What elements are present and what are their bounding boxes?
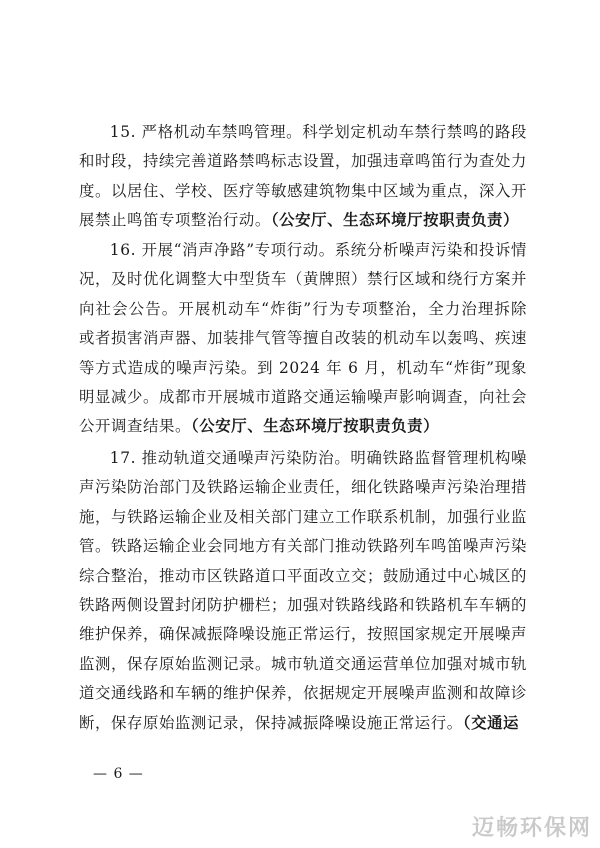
paragraph-17 [79, 444, 527, 738]
paragraph-16-responsibility: （公安厅、生态环境厅按职责负责） [190, 417, 440, 436]
page-number: — 6 — [93, 766, 144, 782]
paragraph-16 [79, 236, 527, 442]
paragraph-16-body: 16. 开展“消声净路”专项行动。系统分析噪声污染和投诉情况，及时优化调整大中型货车（黄牌照）禁行区域和绕行方案并向社会公告。开展机动车“炸街”行为专项整治，全力治理拆除或者损害消声器、加装排气管等擅自改装的机动车以轰鸣、疾速等方式造成的噪声污染。到 2024 年 6 月，机动车“炸街”现象明显减少。成都市开展城市道路交通运输噪声影响调查，向社会公开调查结果。 [79, 241, 527, 436]
paragraph-15 [79, 118, 527, 236]
paragraph-15-body: 15. 严格机动车禁鸣管理。科学划定机动车禁行禁鸣的路段和时段，持续完善道路禁鸣标志设置，加强违章鸣笛行为查处力度。以居住、学校、医疗等敏感建筑物集中区域为重点，深入开展禁止鸣笛专项整治行动。 [79, 123, 527, 230]
watermark-logo: 迈畅环保网 [471, 816, 592, 841]
paragraph-15-responsibility: （公安厅、生态环境厅按职责负责） [270, 211, 520, 230]
paragraph-17-responsibility: （交通运 [462, 713, 520, 732]
paragraph-17-body: 17. 推动轨道交通噪声污染防治。明确铁路监督管理机构噪声污染防治部门及铁路运输企业责任，细化铁路噪声污染治理措施，与铁路运输企业及相关部门建立工作联系机制，加强行业监管。铁路运输企业会同地方有关部门推动铁路列车鸣笛噪声污染综合整治，推动市区铁路道口平面改立交；鼓励通过中心城区的铁路两侧设置封闭防护栅栏；加强对铁路线路和铁路机车车辆的维护保养，确保减振降噪设施正常运行，按照国家规定开展噪声监测，保存原始监测记录。城市轨道交通运营单位加强对城市轨道交通线路和车辆的维护保养，依据规定开展噪声监测和故障诊断，保存原始监测记录，保持减振降噪设施正常运行。 [79, 449, 527, 732]
